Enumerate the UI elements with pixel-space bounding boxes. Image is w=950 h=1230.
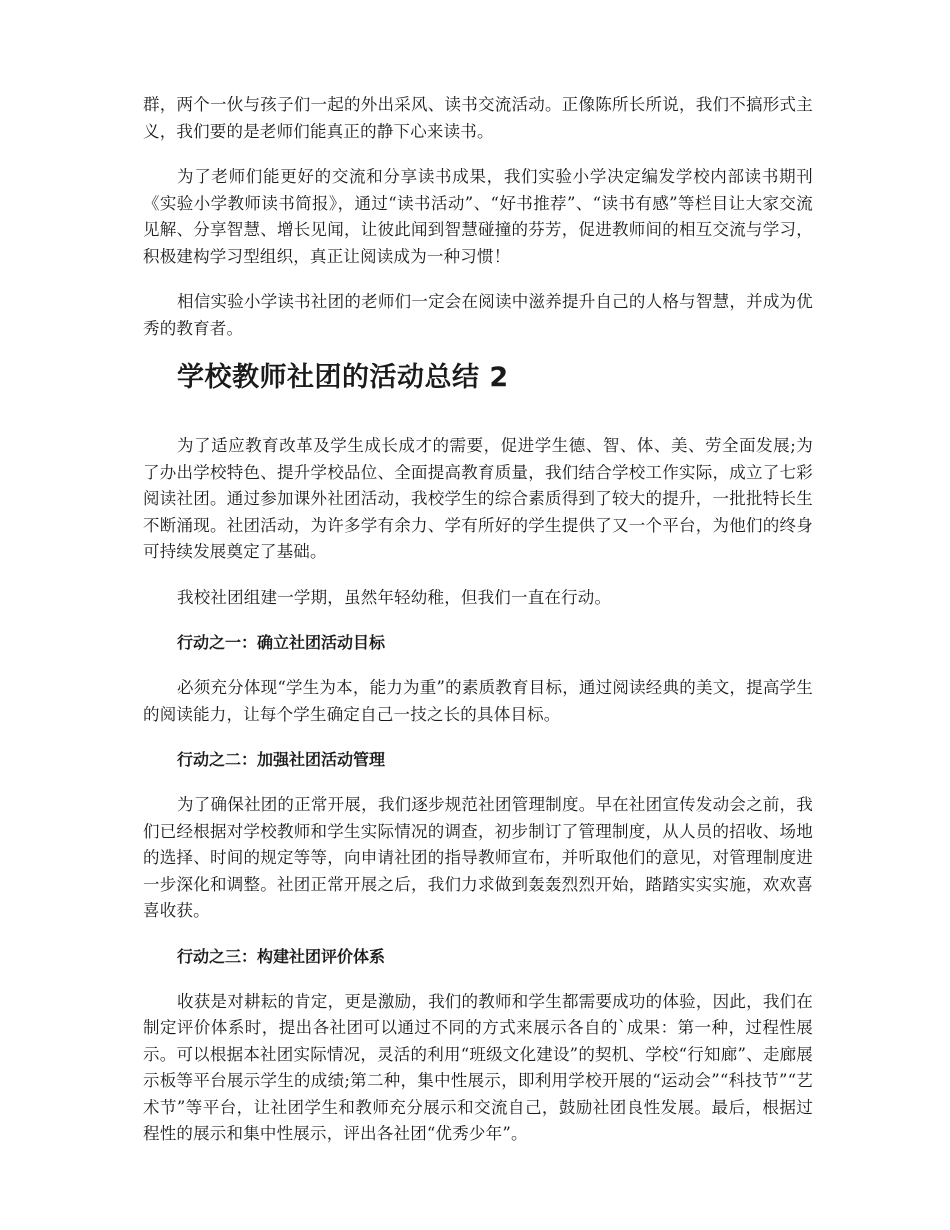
action-1-text: 必须充分体现“学生为本，能力为重”的素质教育目标，通过阅读经典的美文，提高学生的阅读能力，让每个学生确定自己一技之长的具体目标。 [143, 678, 813, 724]
paragraph-intro: 为了适应教育改革及学生成长成才的需要，促进学生德、智、体、美、劳全面发展;为了办出学校特色、提升学校品位、全面提高教育质量，我们结合学校工作实际，成立了七彩阅读社团。通过参加课外社团活动，我校学生的综合素质得到了较大的提升，一批批特长生不断涌现。社团活动，为许多学有余力、学有所好的学生提供了又一个平台，为他们的终身可持续发展奠定了基础。 [143, 436, 813, 561]
paragraph-reading-journal: 为了老师们能更好的交流和分享读书成果，我们实验小学决定编发学校内部读书期刊《实验小学教师读书简报》，通过“读书活动”、“好书推荐”、“读书有感”等栏目让大家交流见解、分享智慧、增长见闻，让彼此闻到智慧碰撞的芬芳，促进教师间的相互交流与学习，积极建构学习型组织，真正让阅读成为一种习惯！ [143, 167, 813, 266]
action-2-title: 行动之二：加强社团活动管理 [177, 750, 386, 769]
paragraph-intro-short: 我校社团组建一学期，虽然年轻幼稚，但我们一直在行动。 [177, 587, 612, 607]
action-2-text: 为了确保社团的正常开展，我们逐步规范社团管理制度。早在社团宣传发动会之前，我们已经根据对学校教师和学生实际情况的调查，初步制订了管理制度，从人员的招收、场地的选择、时间的规定等等，向申请社团的指导教师宣布，并听取他们的意见，对管理制度进一步深化和调整。社团正常开展之后，我们力求做到轰轰烈烈开始，踏踏实实实施，欢欢喜喜收获。 [143, 795, 813, 920]
document-page [143, 92, 813, 1167]
action-3-title: 行动之三：构建社团评价体系 [177, 946, 386, 966]
action-1-title: 行动之一：确立社团活动目标 [177, 633, 386, 652]
paragraph-continued: 群，两个一伙与孩子们一起的外出采风、读书交流活动。正像陈所长所说，我们不搞形式主义，我们要的是老师们能真正的静下心来读书。 [143, 95, 813, 141]
action-3-text: 收获是对耕耘的肯定，更是激励，我们的教师和学生都需要成功的体验，因此，我们在制定评价体系时，提出各社团可以通过不同的方式来展示各自的`成果：第一种，过程性展示。可以根据本社团实际情况，灵活的利用“班级文化建设”的契机、学校“行知廊”、走廊展示板等平台展示学生的成绩;第二种，集中性展示，即利用学校开展的“运动会”“科技节”“艺术节”等平台，让社团学生和教师充分展示和交流自己，鼓励社团良性发展。最后，根据过程性的展示和集中性展示，评出各社团“优秀少年”。 [143, 991, 813, 1143]
paragraph-conclusion: 相信实验小学读书社团的老师们一定会在阅读中滋养提升自己的人格与智慧，并成为优秀的教育者。 [143, 292, 813, 338]
section-title: 学校教师社团的活动总结 2 [177, 362, 509, 393]
